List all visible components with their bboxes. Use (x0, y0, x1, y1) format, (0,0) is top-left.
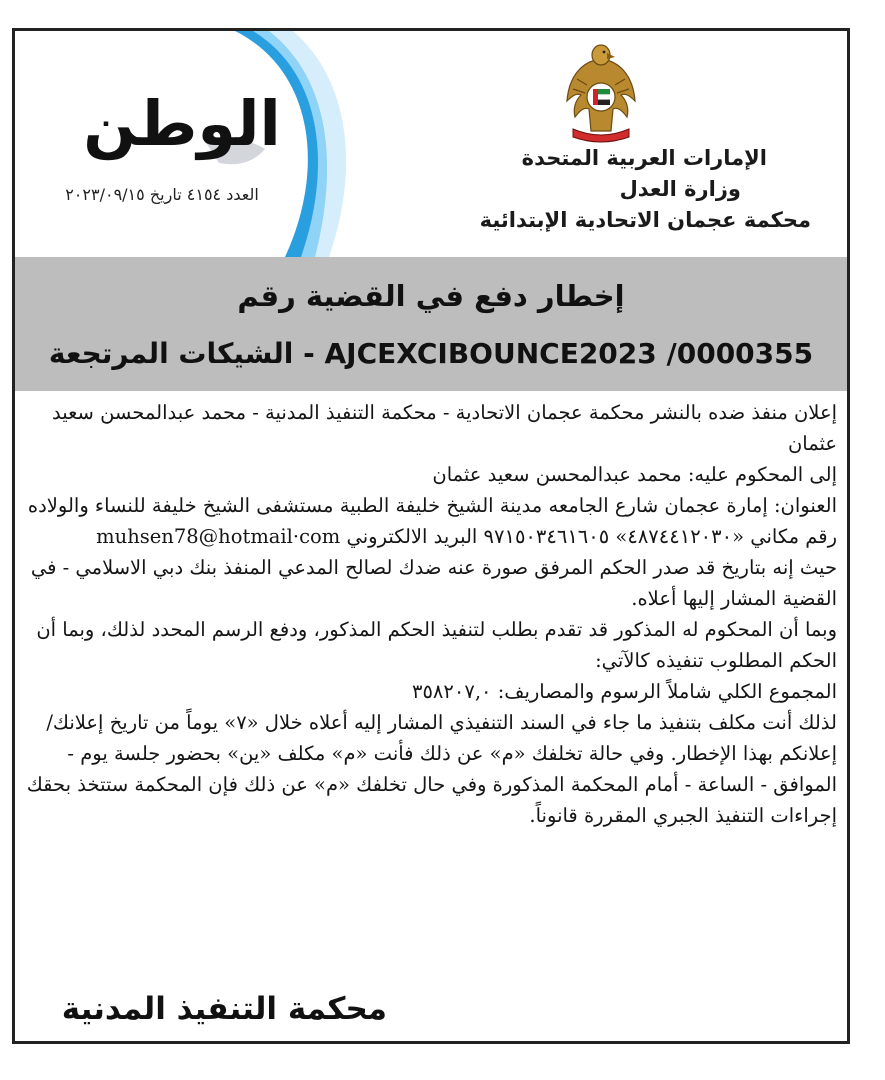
publication-notice: إعلان منفذ ضده بالنشر محكمة عجمان الاتحادية - محكمة التنفيذ المدنية - محمد عبدالمحسن سعيد عثمان (52, 401, 837, 455)
issuing-authority (407, 143, 811, 236)
addressee: إلى المحكوم عليه: محمد عبدالمحسن سعيد عثمان (432, 463, 837, 486)
address-text: العنوان: إمارة عجمان شارع الجامعه مدينة الشيخ خليفة الطبية مستشفى الشيخ خليفة للنساء والولاده رقم مكاني «٤٨٧٤٤١٢٠٣٠» ٩٧١٥٠٣٤٦١٦٠٥ البريد الالكتروني (27, 494, 837, 548)
judgment-paragraph: حيث إنه بتاريخ قد صدر الحكم المرفق صورة عنه ضدك لصالح المدعي المنفذ بنك دبي الاسلامي - في القضية المشار إليها أعلاه. (30, 556, 837, 610)
notice-frame (12, 28, 850, 1044)
issue-number-date: العدد ٤١٥٤ تاريخ ٢٠٢٣/٠٩/١٥ (65, 185, 259, 204)
court-signature: محكمة التنفيذ المدنية (61, 991, 387, 1027)
court-name: محكمة عجمان الاتحادية الإبتدائية (479, 208, 811, 232)
case-number-title: AJCEXCIBOUNCE2023 /0000355 - الشيكات المرتجعة (48, 337, 814, 370)
address (23, 490, 837, 552)
country-name: الإمارات العربية المتحدة (521, 146, 767, 170)
newspaper-logo: الوطن (83, 87, 281, 160)
notice-body (23, 397, 837, 831)
ministry-name: وزارة العدل (619, 177, 741, 201)
notice-header (15, 31, 847, 257)
total-amount: المجموع الكلي شاملاً الرسوم والمصاريف: ٣٥٨٢٠٧,٠ (411, 680, 837, 703)
title-band (15, 257, 847, 391)
obligation-paragraph: لذلك أنت مكلف بتنفيذ ما جاء في السند التنفيذي المشار إليه أعلاه خلال «٧» يوماً من تاريخ إعلانك/ إعلانكم بهذا الإخطار. وفي حالة تخلفك «م» عن ذلك فأنت «م» مكلف «ين» بحضور جلسة يوم - الموافق - الساعة - أمام المحكمة المذكورة وفي حال تخلفك «م» عن ذلك فإن المحكمة ستتخذ بحقك إجراءات التنفيذ الجبري المقررة قانوناً. (26, 711, 837, 827)
notice-title: إخطار دفع في القضية رقم (237, 279, 625, 313)
uae-eagle-emblem-icon (563, 39, 639, 143)
request-paragraph: وبما أن المحكوم له المذكور قد تقدم بطلب لتنفيذ الحكم المذكور، ودفع الرسم المحدد لذلك، وبما أن الحكم المطلوب تنفيذه كالآتي: (36, 618, 837, 672)
email-address: muhsen78@hotmail·com (96, 525, 341, 548)
